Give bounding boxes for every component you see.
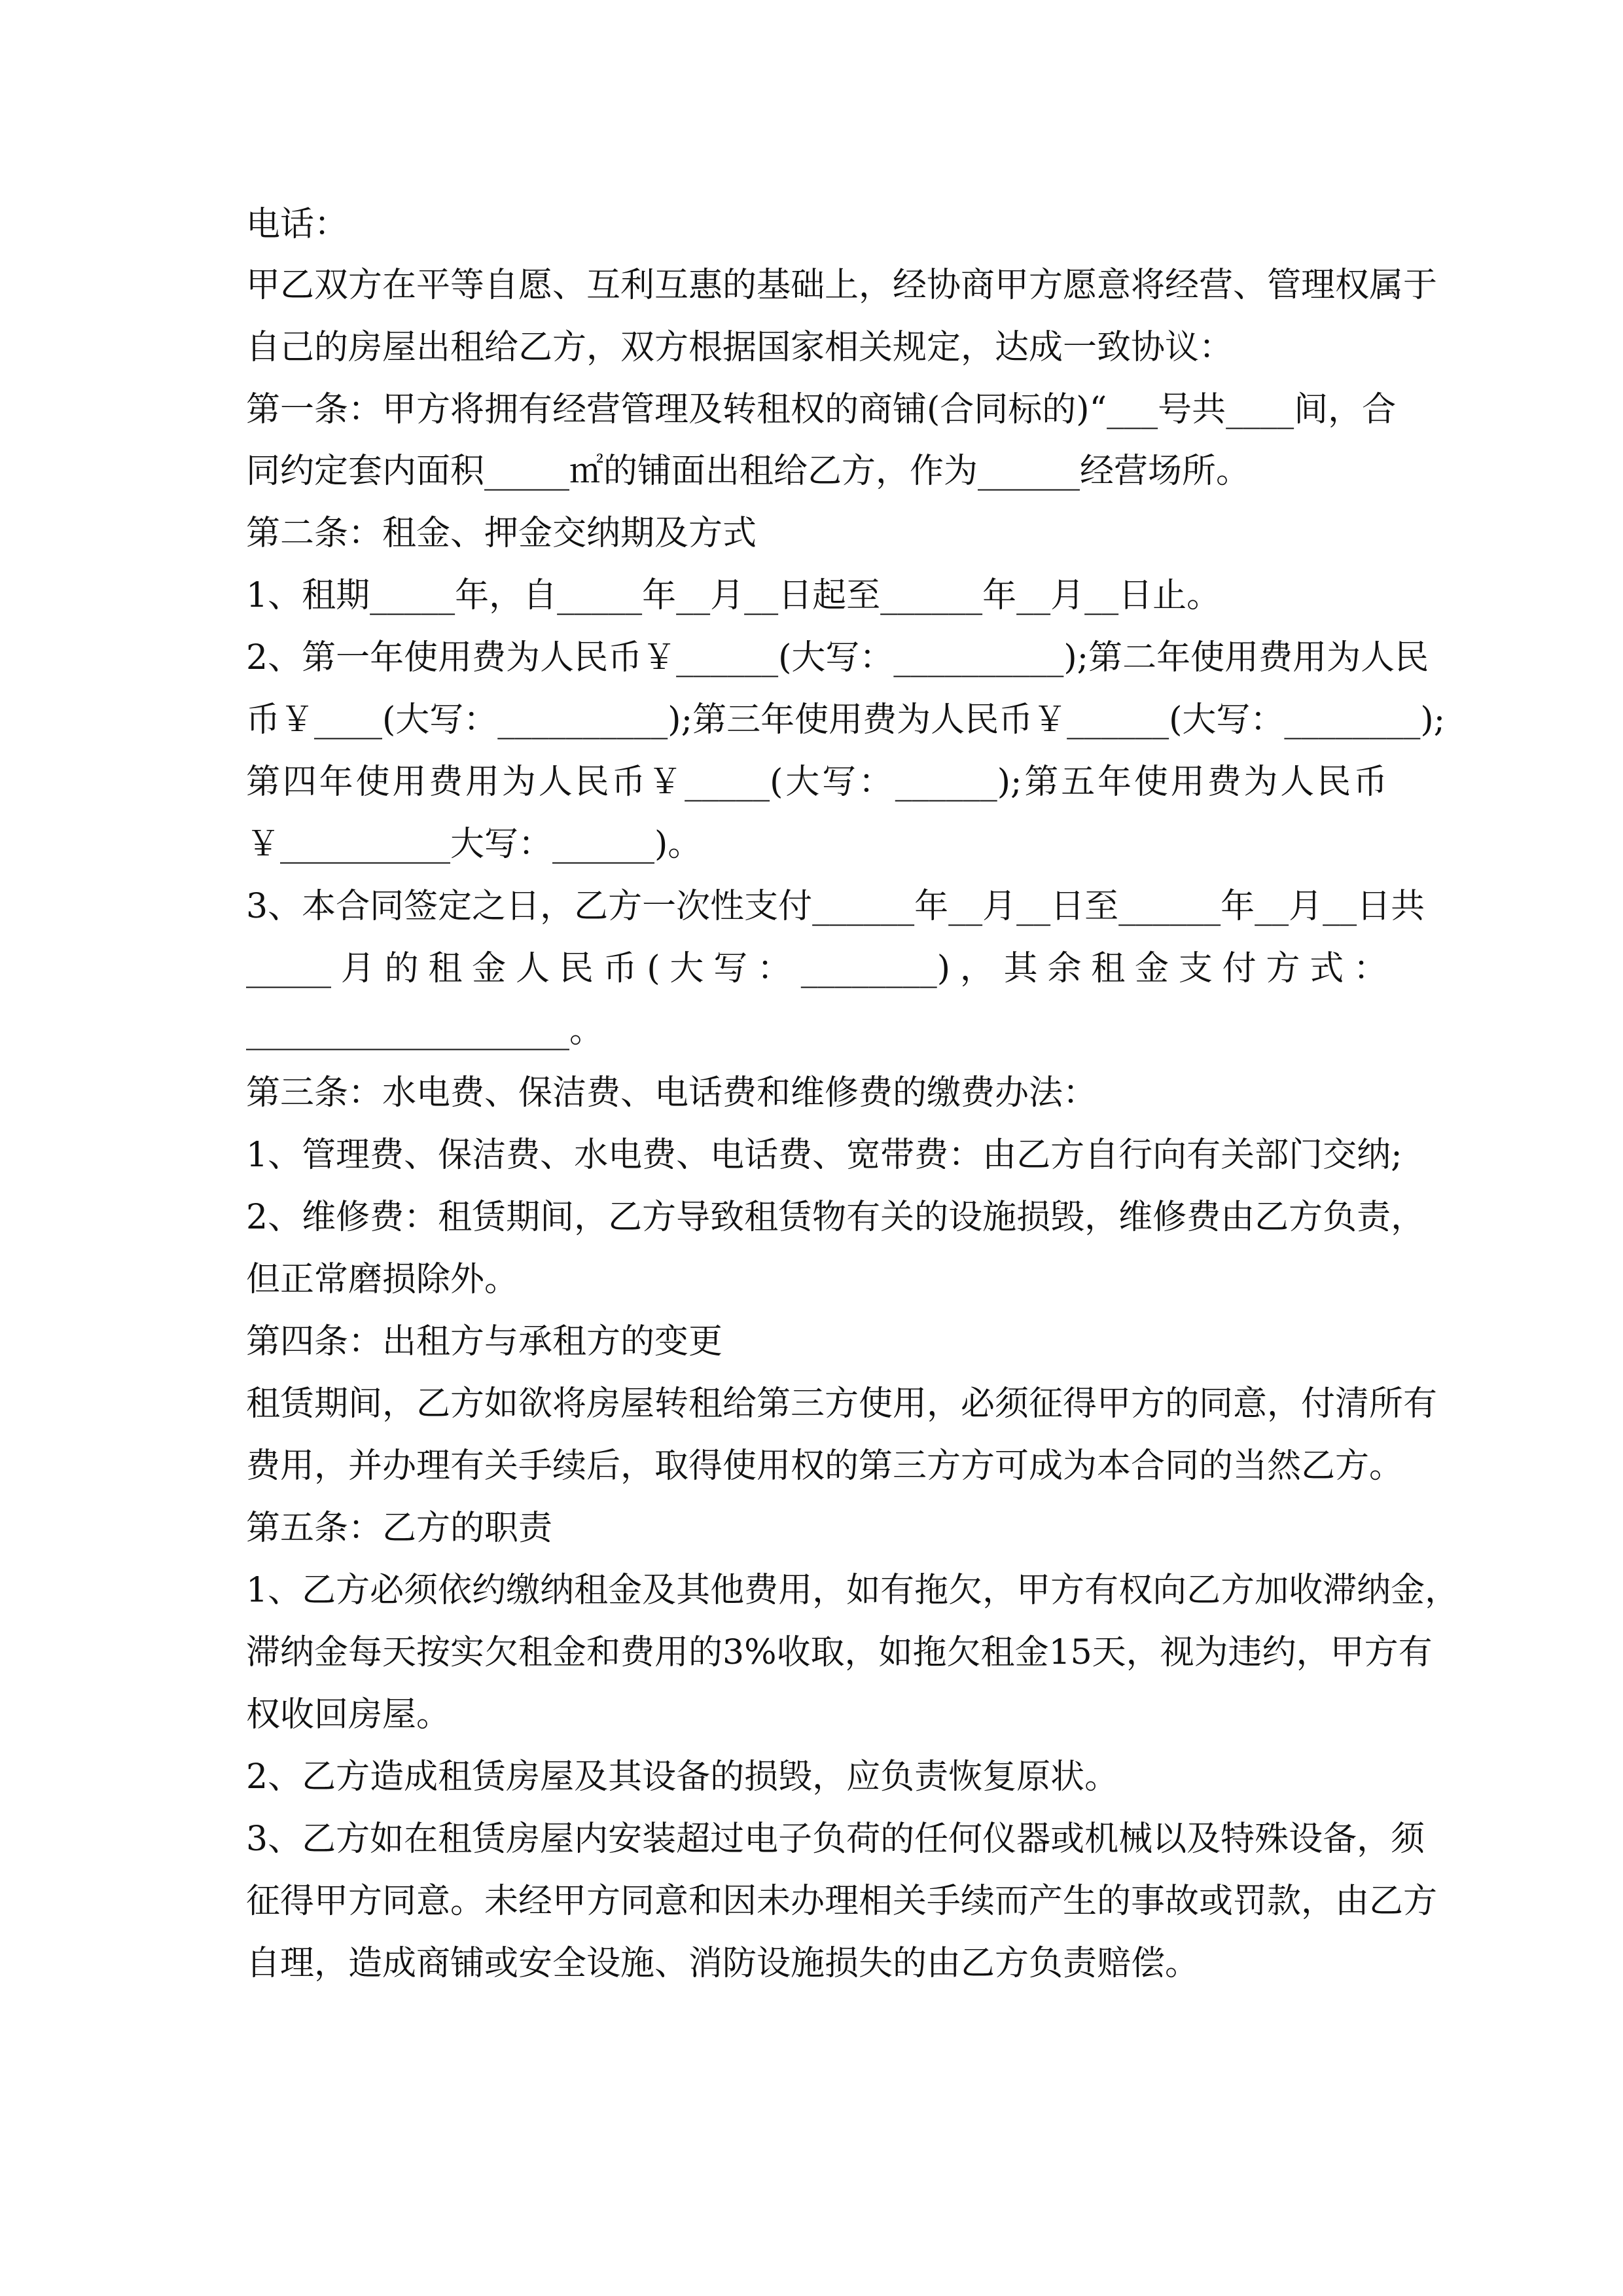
maintenance-line xyxy=(246,1257,518,1302)
line-text: 币￥____(大写：__________);第三年使用费为人民币￥______(大写：________); xyxy=(246,700,1446,740)
payment-line xyxy=(246,946,1387,992)
rent-fee-line xyxy=(246,759,1387,805)
article-five-heading xyxy=(246,1505,552,1551)
duty-line xyxy=(246,1568,1459,1613)
line-text: 滞纳金每天按实欠租金和费用的3%收取，如拖欠租金15天，视为违约，甲方有 xyxy=(246,1633,1433,1672)
line-text: 第四条：出租方与承租方的变更 xyxy=(246,1322,723,1361)
line-text: 第五条：乙方的职责 xyxy=(246,1509,553,1548)
duty-line xyxy=(246,1692,450,1738)
line-text: 第一条：甲方将拥有经营管理及转租权的商铺(合同标的)“___号共____间，合 xyxy=(246,390,1397,429)
line-text: 1、乙方必须依约缴纳租金及其他费用，如有拖欠，甲方有权向乙方加收滞纳金， xyxy=(246,1571,1459,1610)
line-text: 自己的房屋出租给乙方，双方根据国家相关规定，达成一致协议： xyxy=(246,328,1234,367)
fees-line xyxy=(246,1132,1402,1178)
payment-line xyxy=(246,1008,603,1054)
duty-line xyxy=(246,1878,1438,1924)
line-text: 第三条：水电费、保洁费、电话费和维修费的缴费办法： xyxy=(246,1073,1097,1113)
duty-line xyxy=(246,1941,1199,1986)
rent-fee-line xyxy=(246,697,1446,743)
line-text: 1、租期_____年，自_____年__月__日起至______年__月__日止。 xyxy=(246,576,1221,615)
article-three-heading xyxy=(246,1070,1097,1116)
line-text: 征得甲方同意。未经甲方同意和因未办理相关手续而产生的事故或罚款，由乙方 xyxy=(246,1882,1438,1921)
article-one-line xyxy=(246,387,1397,433)
line-text: 但正常磨损除外。 xyxy=(246,1260,519,1299)
line-text: 2、第一年使用费为人民币￥______(大写：__________);第二年使用费用为人民 xyxy=(246,638,1429,677)
payment-line xyxy=(246,884,1425,929)
intro-paragraph-line xyxy=(246,325,1233,370)
article-four-heading xyxy=(246,1319,722,1365)
line-text: 租赁期间，乙方如欲将房屋转租给第三方使用，必须征得甲方的同意，付清所有 xyxy=(246,1384,1438,1424)
line-text: 3、本合同签定之日，乙方一次性支付______年__月__日至______年__月__日共 xyxy=(246,887,1425,926)
article-two-heading xyxy=(246,511,757,556)
duty-line xyxy=(246,1816,1425,1862)
intro-paragraph-line xyxy=(246,262,1438,308)
duty-line xyxy=(246,1630,1433,1676)
line-text: 电话： xyxy=(246,205,349,244)
lease-term-line xyxy=(246,573,1221,619)
line-text: 2、维修费：租赁期间，乙方导致租赁物有关的设施损毁，维修费由乙方负责， xyxy=(246,1198,1425,1237)
line-text: _____月的租金人民币(大写：________)，其余租金支付方式： xyxy=(246,949,1387,988)
rent-fee-line xyxy=(246,635,1429,681)
line-text: 甲乙双方在平等自愿、互利互惠的基础上，经协商甲方愿意将经营、管理权属于 xyxy=(246,266,1438,305)
maintenance-line xyxy=(246,1194,1425,1240)
line-text: 同约定套内面积_____㎡的铺面出租给乙方，作为______经营场所。 xyxy=(246,452,1251,491)
duty-line xyxy=(246,1754,1118,1800)
rent-fee-line xyxy=(246,821,702,867)
sublease-line xyxy=(246,1381,1438,1427)
line-text: 第二条：租金、押金交纳期及方式 xyxy=(246,514,757,553)
article-one-line xyxy=(246,448,1250,494)
line-text: 第四年使用费用为人民币￥_____(大写：______);第五年使用费为人民币 xyxy=(246,762,1387,802)
line-text: 自理，造成商铺或安全设施、消防设施损失的由乙方负责赔偿。 xyxy=(246,1944,1200,1983)
line-text: 2、乙方造成租赁房屋及其设备的损毁，应负责恢复原状。 xyxy=(246,1757,1119,1797)
line-text: 1、管理费、保洁费、水电费、电话费、宽带费：由乙方自行向有关部门交纳; xyxy=(246,1136,1402,1175)
line-text: 权收回房屋。 xyxy=(246,1695,451,1734)
line-text: 3、乙方如在租赁房屋内安装超过电子负荷的任何仪器或机械以及特殊设备，须 xyxy=(246,1820,1425,1859)
phone-label-line xyxy=(246,202,348,247)
line-text: 费用，并办理有关手续后，取得使用权的第三方方可成为本合同的当然乙方。 xyxy=(246,1446,1404,1486)
line-text: ￥__________大写：______)。 xyxy=(246,825,702,864)
line-text: ___________________。 xyxy=(246,1011,604,1050)
sublease-line xyxy=(246,1443,1403,1489)
